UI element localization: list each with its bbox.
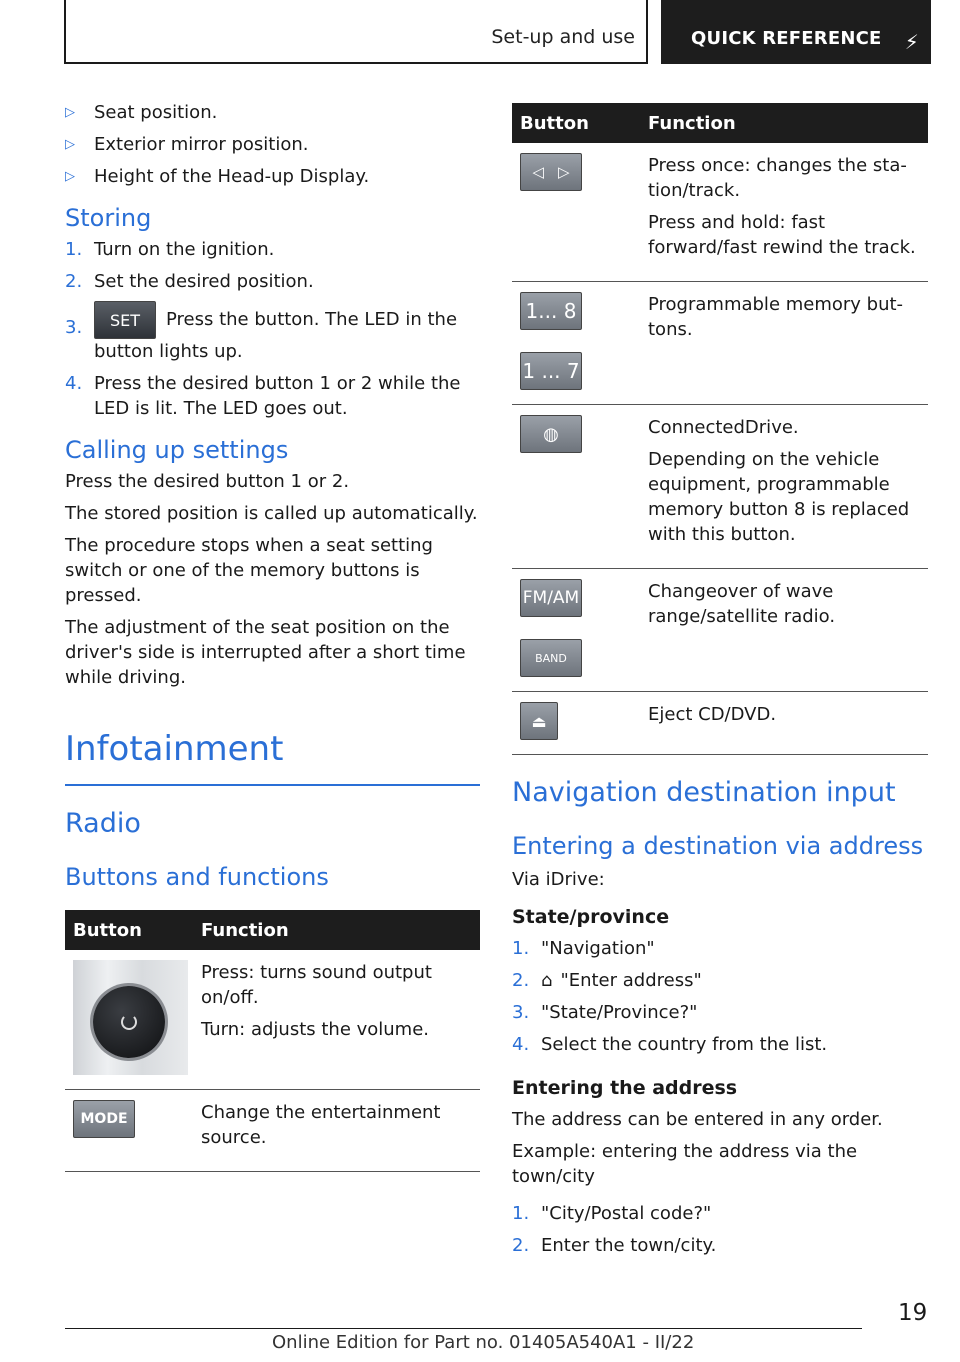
function-text: Turn: adjusts the volume. xyxy=(201,1019,430,1040)
triangle-bullet-icon: ▷ xyxy=(65,137,75,152)
list-item: 2. ⌂ "Enter address" xyxy=(512,970,702,991)
header-section-title: Set-up and use xyxy=(491,26,635,48)
table-row xyxy=(512,282,928,405)
buttons-table-right xyxy=(512,103,928,755)
paragraph: Via iDrive: xyxy=(512,869,605,890)
memory-items-list xyxy=(65,100,480,189)
band-button-icon: BAND xyxy=(520,639,582,677)
paragraph: Example: entering the address via the town/city xyxy=(512,1141,858,1187)
navigation-heading: Navigation destination input xyxy=(512,777,896,808)
triangle-bullet-icon: ▷ xyxy=(65,105,75,120)
function-text: ConnectedDrive. xyxy=(648,417,799,438)
skip-buttons-icon xyxy=(520,153,582,191)
table-row xyxy=(65,950,480,1090)
state-heading: State/province xyxy=(512,906,670,928)
list-item: ▷ Exterior mirror position. xyxy=(65,134,309,155)
col-function-header: Function xyxy=(193,910,480,950)
globe-icon: ◍ xyxy=(520,415,582,453)
table-row xyxy=(512,692,928,755)
list-item: 1. Turn on the ignition. xyxy=(65,239,275,260)
right-column xyxy=(512,103,928,1265)
paragraph: The address can be entered in any order. xyxy=(512,1109,883,1130)
list-item: 3. "State/Province?" xyxy=(512,1002,698,1023)
paragraph: Press the desired button 1 or 2. xyxy=(65,471,350,492)
list-item: 1. "Navigation" xyxy=(512,938,655,959)
storing-steps xyxy=(65,237,480,421)
buttons-functions-heading: Buttons and functions xyxy=(65,863,329,891)
address-steps xyxy=(512,1201,928,1258)
memory-buttons-7-icon: 1 ... 7 xyxy=(520,352,582,390)
col-button-header: Button xyxy=(512,103,640,143)
storing-heading: Storing xyxy=(65,204,152,232)
list-item: 3. SET Press the button. The LED in the button lights up. xyxy=(65,301,480,364)
list-item: ▷ Seat position. xyxy=(65,102,218,123)
state-steps xyxy=(512,936,928,1057)
function-text: Depending on the vehicle equipment, programmable memory button 8 is replaced with this button. xyxy=(648,449,910,545)
volume-knob-icon xyxy=(73,960,188,1075)
list-item: 2. Set the desired position. xyxy=(65,271,314,292)
list-item: 1. "City/Postal code?" xyxy=(512,1203,712,1224)
fm-am-button-icon: FM/AM xyxy=(520,579,582,617)
paragraph: The procedure stops when a seat setting switch or one of the memory buttons is pressed. xyxy=(65,535,433,606)
infotainment-title: Infotainment xyxy=(65,729,284,769)
function-text: Press and hold: fast forward/fast rewind the track. xyxy=(648,212,916,258)
function-text: Press: turns sound output on/off. xyxy=(201,962,432,1008)
mode-button-icon: MODE xyxy=(73,1100,135,1138)
destination-heading: Entering a destination via address xyxy=(512,832,924,860)
radio-heading: Radio xyxy=(65,808,141,839)
col-button-header: Button xyxy=(65,910,193,950)
page-number: 19 xyxy=(898,1300,928,1326)
function-text: Change the entertainment source. xyxy=(201,1102,441,1148)
eject-icon: ⏏ xyxy=(520,702,558,740)
function-text: Programmable memory but-tons. xyxy=(648,294,904,340)
left-column xyxy=(65,100,480,1172)
function-text: Press once: changes the sta-tion/track. xyxy=(648,155,907,201)
sparkle-icon: ⚡ xyxy=(904,30,919,54)
paragraph: The stored position is called up automatically. xyxy=(65,503,478,524)
buttons-table-left xyxy=(65,910,480,1172)
footer-edition-text: Online Edition for Part no. 01405A540A1 - II/22 xyxy=(272,1332,695,1353)
footer-rule xyxy=(65,1328,862,1329)
table-row xyxy=(512,143,928,282)
section-divider xyxy=(65,784,480,786)
address-heading: Entering the address xyxy=(512,1077,738,1099)
set-button-icon: SET xyxy=(94,301,156,339)
table-row xyxy=(512,569,928,692)
table-row xyxy=(65,1090,480,1172)
list-item: 2. Enter the town/city. xyxy=(512,1235,717,1256)
triangle-bullet-icon: ▷ xyxy=(65,169,75,184)
memory-buttons-8-icon: 1... 8 xyxy=(520,292,582,330)
list-item: 4. Press the desired button 1 or 2 while the LED is lit. The LED goes out. xyxy=(65,373,461,419)
quick-reference-label: QUICK REFERENCE xyxy=(691,28,882,49)
calling-heading: Calling up settings xyxy=(65,436,289,464)
list-item: 4. Select the country from the list. xyxy=(512,1034,828,1055)
function-text: Eject CD/DVD. xyxy=(648,704,777,725)
list-item: ▷ Height of the Head-up Display. xyxy=(65,166,370,187)
quick-reference-tab xyxy=(661,0,931,64)
table-row xyxy=(512,405,928,569)
address-entry-icon: ⌂ xyxy=(541,970,553,991)
previous-track-icon: ◁ xyxy=(532,162,544,181)
paragraph: The adjustment of the seat position on the driver's side is interrupted after a short time while driving. xyxy=(65,617,466,688)
function-text: Changeover of wave range/satellite radio. xyxy=(648,581,836,627)
next-track-icon: ▷ xyxy=(558,162,570,181)
col-function-header: Function xyxy=(640,103,928,143)
